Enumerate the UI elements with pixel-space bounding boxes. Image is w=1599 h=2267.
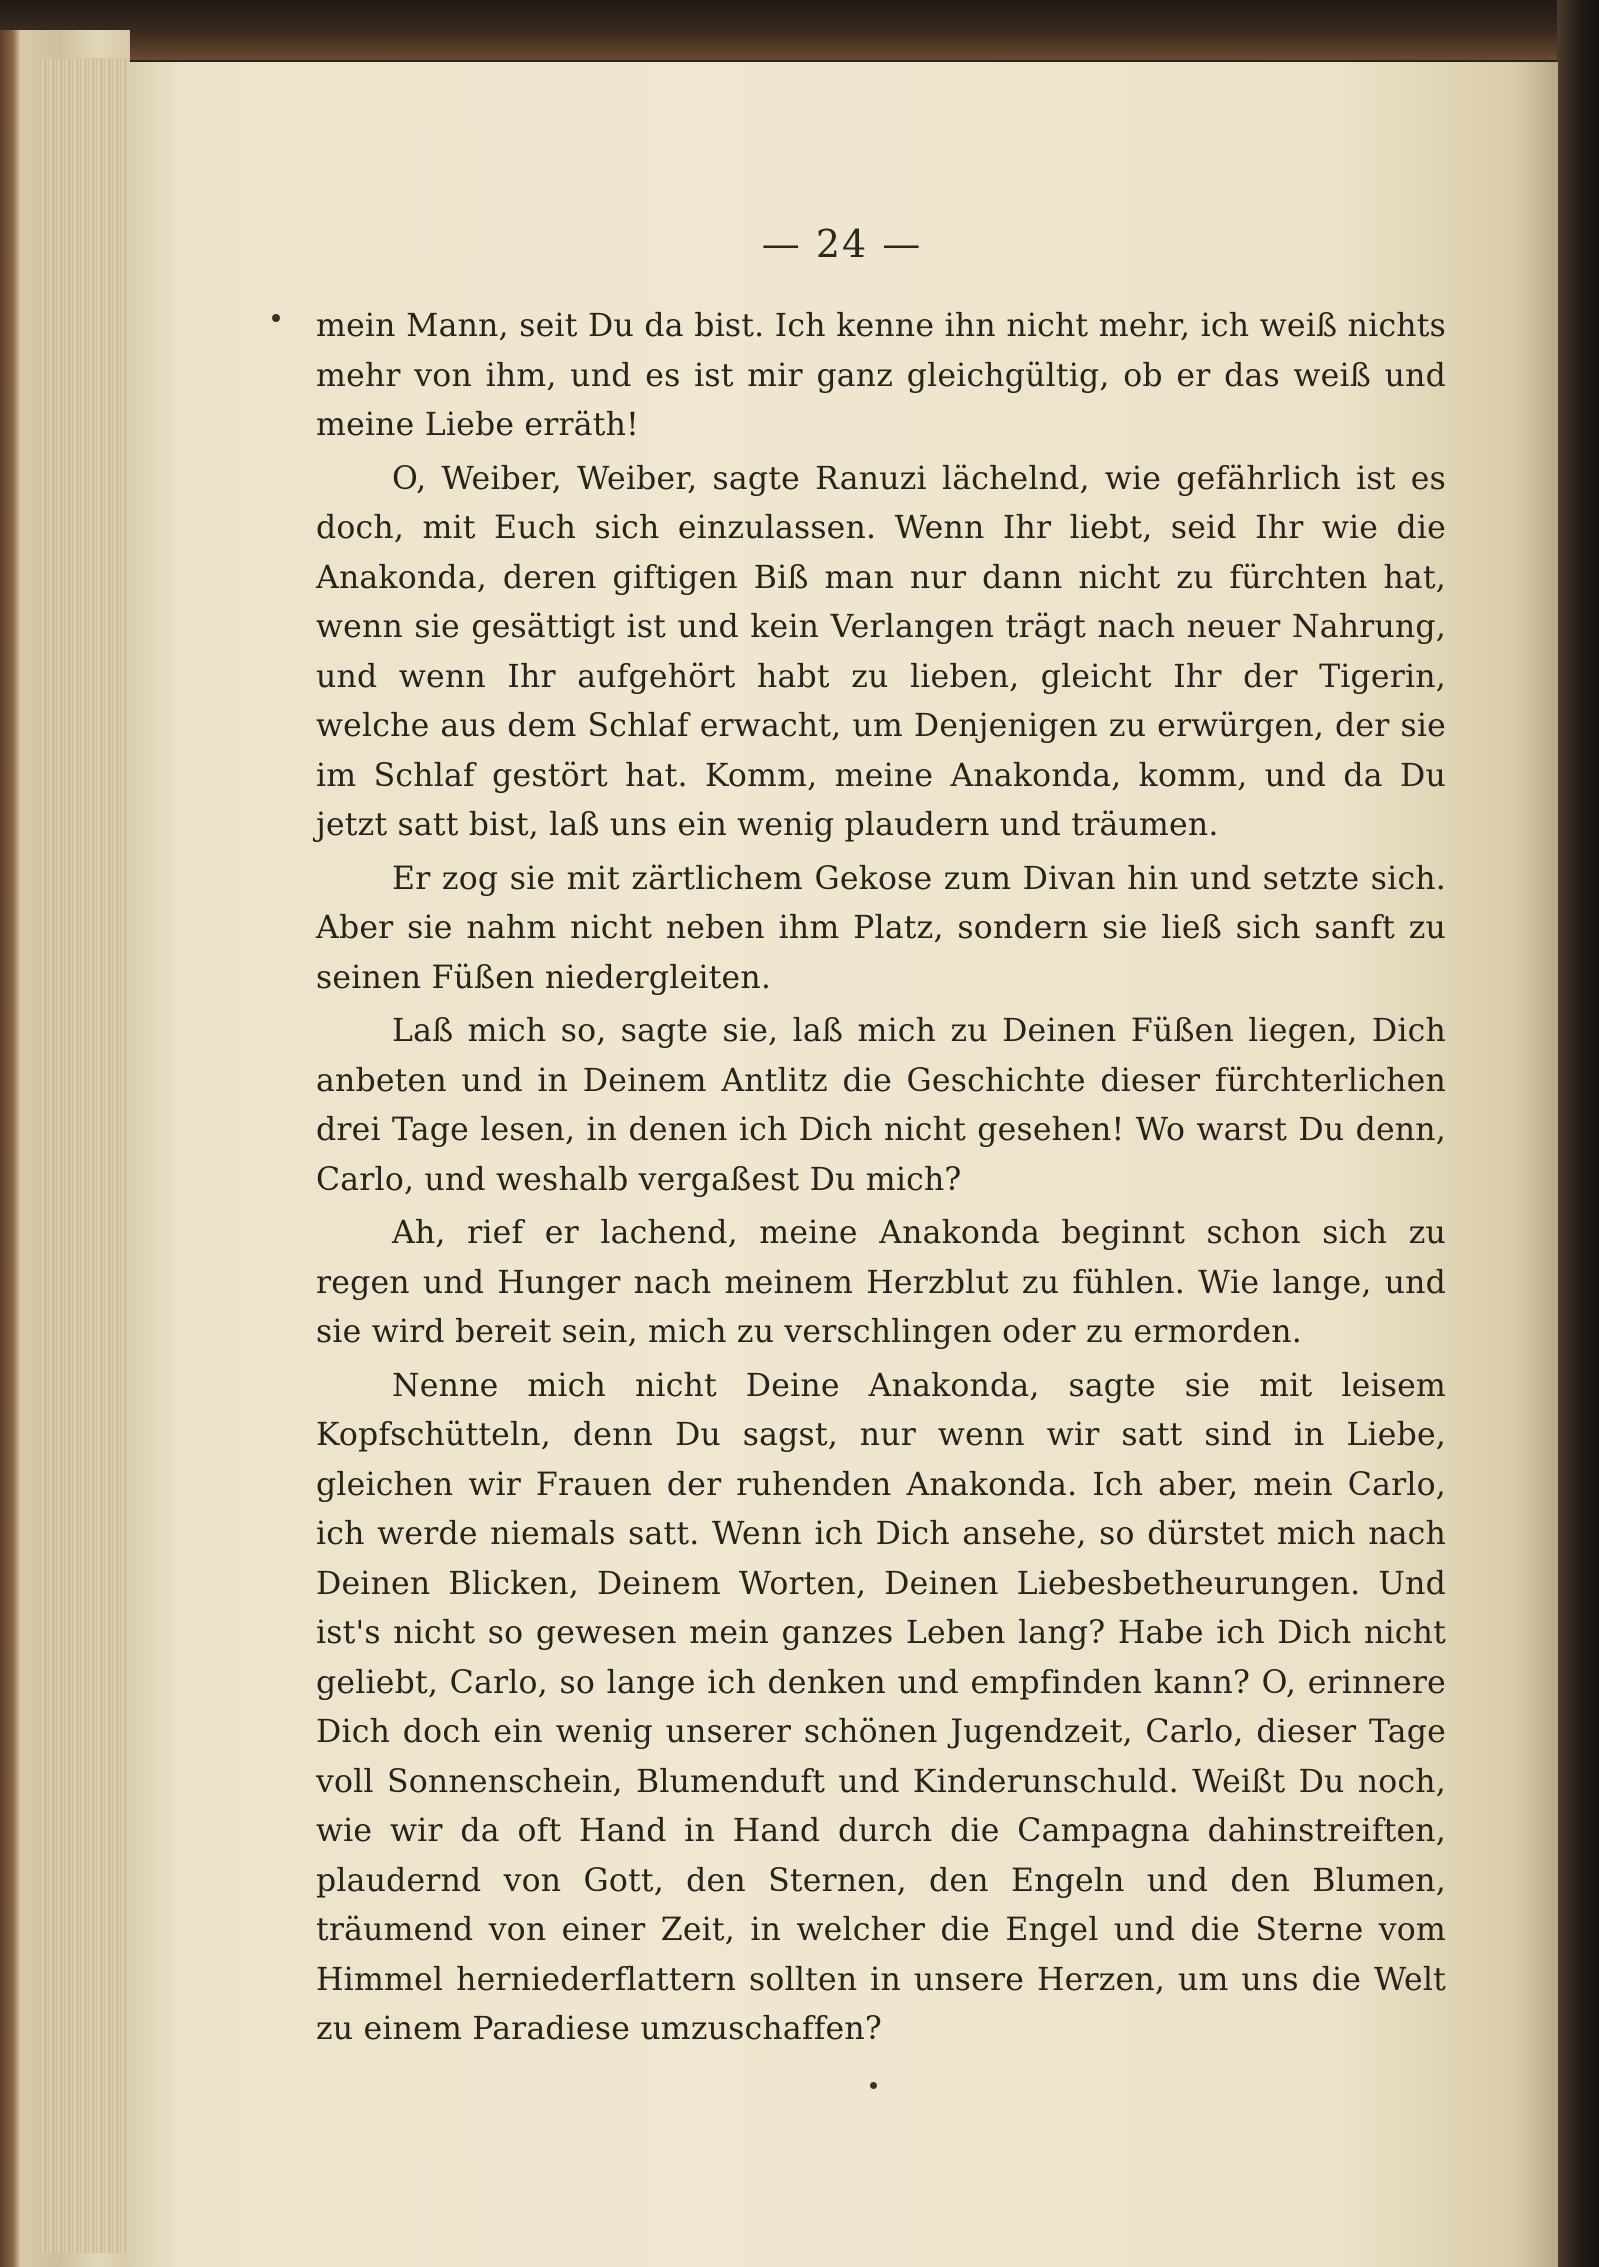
book-cover-right xyxy=(1557,0,1599,2267)
ink-dot xyxy=(870,2082,877,2089)
page-stack xyxy=(40,58,130,2253)
page-number: — 24 — xyxy=(761,222,923,266)
book-cover-top xyxy=(0,0,1599,60)
ink-dot xyxy=(272,314,280,322)
paragraph: O, Weiber, Weiber, sagte Ranuzi lächelnd, wie gefährlich ist es doch, mit Euch sich einzulassen. Wenn Ihr liebt, seid Ihr wie die Anakonda, deren giftigen Biß man nur dann nicht zu fürchten hat, wenn sie gesättigt ist und kein Verlangen trägt nach neuer Nahrung, und wenn Ihr aufgehört habt zu lieben, gleicht Ihr der Tigerin, welche aus dem Schlaf erwacht, um Denjenigen zu erwürgen, der sie im Schlaf gestört hat. Komm, meine Anakonda, komm, und da Du jetzt satt bist, laß uns ein wenig plaudern und träumen. xyxy=(316,460,1446,843)
body-text xyxy=(316,302,1446,2059)
book-page xyxy=(126,62,1558,2267)
paragraph: Er zog sie mit zärtlichem Gekose zum Divan hin und setzte sich. Aber sie nahm nicht neben ihm Platz, sondern sie ließ sich sanft zu seinen Füßen niedergleiten. xyxy=(316,860,1446,996)
paragraph: Nenne mich nicht Deine Anakonda, sagte sie mit leisem Kopfschütteln, denn Du sagst, nur wenn wir satt sind in Liebe, gleichen wir Frauen der ruhenden Anakonda. Ich aber, mein Carlo, ich werde niemals satt. Wenn ich Dich ansehe, so dürstet mich nach Deinen Blicken, Deinem Worten, Deinen Liebesbetheurungen. Und ist's nicht so gewesen mein ganzes Leben lang? Habe ich Dich nicht geliebt, Carlo, so lange ich denken und empfinden kann? O, erinnere Dich doch ein wenig unserer schönen Jugendzeit, Carlo, dieser Tage voll Sonnenschein, Blumenduft und Kinderunschuld. Weißt Du noch, wie wir da oft Hand in Hand durch die Campagna dahinstreiften, plaudernd von Gott, den Sternen, den Engeln und den Blumen, träumend von einer Zeit, in welcher die Engel und die Sterne vom Himmel herniederflattern sollten in unsere Herzen, um uns die Welt zu einem Paradiese umzuschaffen? xyxy=(316,1367,1446,2047)
paragraph: Ah, rief er lachend, meine Anakonda beginnt schon sich zu regen und Hunger nach meinem Herzblut zu fühlen. Wie lange, und sie wird bereit sein, mich zu verschlingen oder zu ermorden. xyxy=(316,1215,1446,1350)
paragraph: Laß mich so, sagte sie, laß mich zu Deinen Füßen liegen, Dich anbeten und in Deinem Antlitz die Geschichte dieser fürchterlichen drei Tage lesen, in denen ich Dich nicht gesehen! Wo warst Du denn, Carlo, und weshalb vergaßest Du mich? xyxy=(316,1013,1446,1198)
paragraph: mein Mann, seit Du da bist. Ich kenne ihn nicht mehr, ich weiß nichts mehr von ihm, und es ist mir ganz gleichgültig, ob er das weiß und meine Liebe erräth! xyxy=(316,308,1446,443)
